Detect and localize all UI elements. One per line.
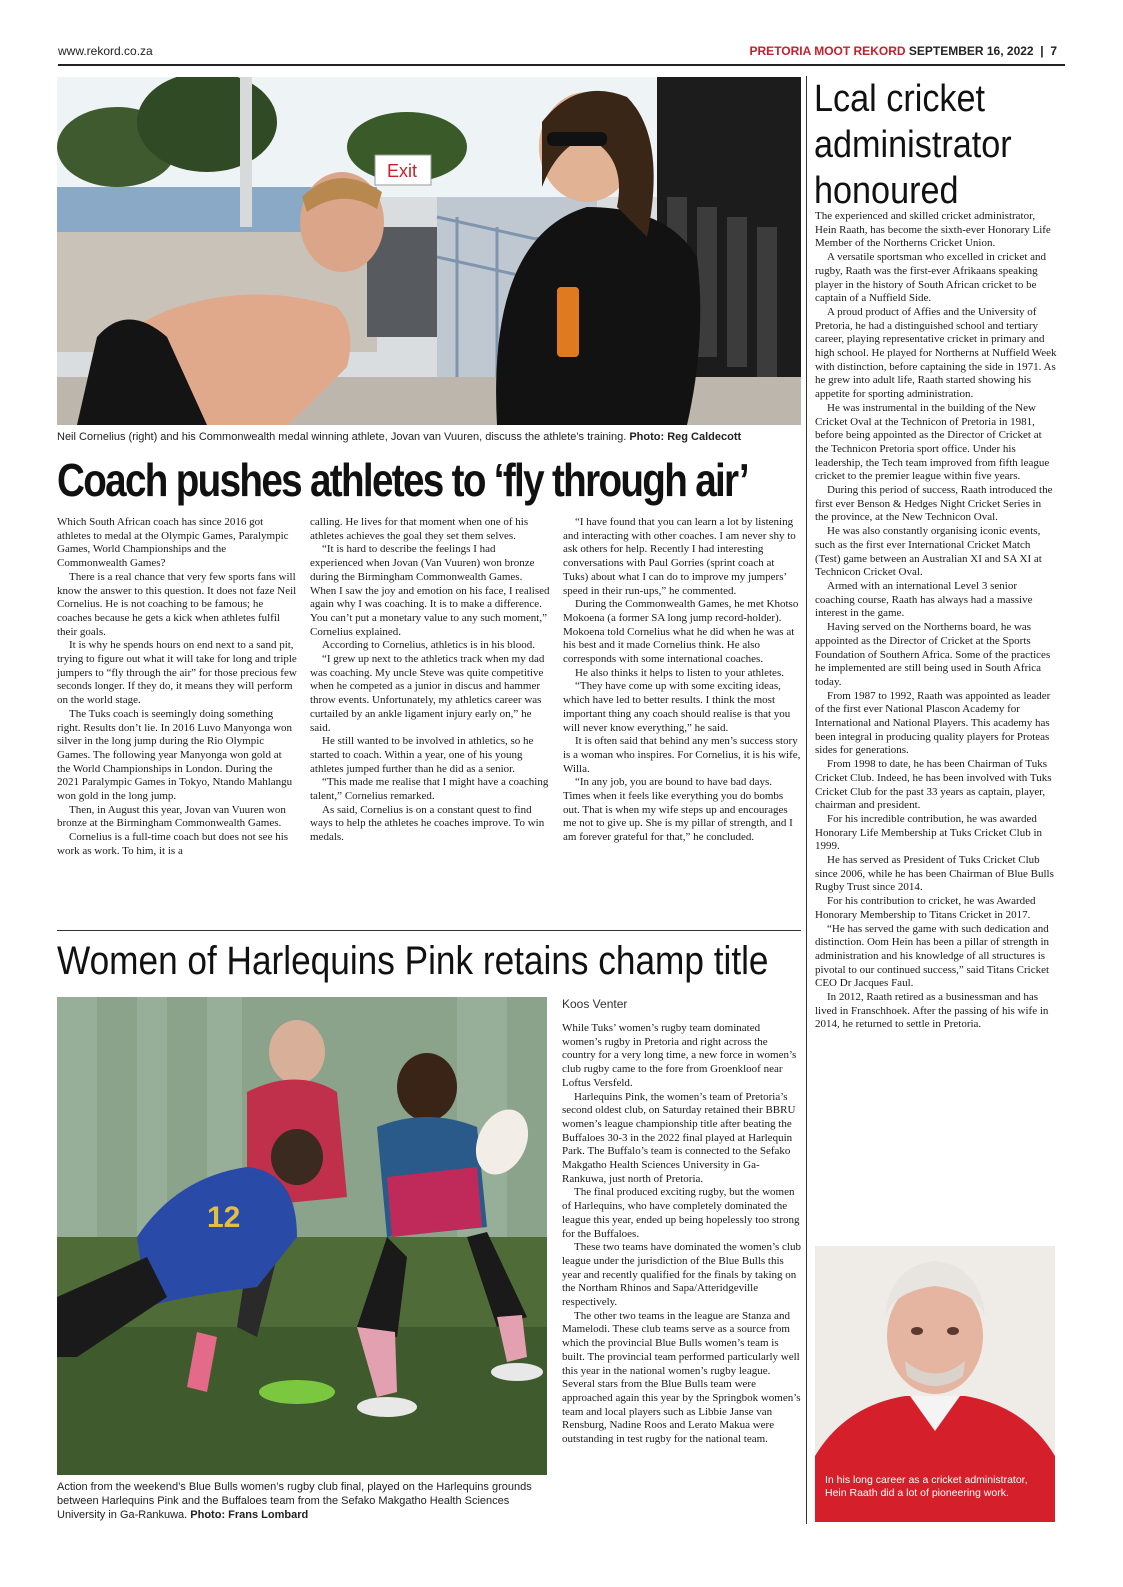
paragraph: Cornelius is a full-time coach but does not see his work as work. To him, it is a — [57, 831, 289, 857]
paragraph: “I have found that you can learn a lot by listening and interacting with other coaches. I am never shy to ask others for help. Recently I had interesting conversations with Paul Gorries (sprint coach at Tuks) about what I can do to improve my jumpers’ speed in their run-ups,” he commented. — [563, 516, 796, 597]
paragraph: He still wanted to be involved in athletics, so he started to coach. Within a year, one of his young athletes jumped further than he did as a senior. — [310, 735, 534, 775]
photo-credit: Photo: Frans Lombard — [190, 1509, 309, 1521]
rugby-byline: Koos Venter — [562, 997, 628, 1011]
paragraph: “This made me realise that I might have a coaching talent,” Cornelius remarked. — [310, 776, 549, 803]
coach-column-3 — [563, 516, 801, 845]
paragraph: It is why he spends hours on end next to a sand pit, trying to figure out what it will take for long and triple jumpers to “fly through the air” for those precious few seconds longer. If they do, it means they will perform on the world stage. — [57, 639, 297, 707]
column-divider — [806, 76, 807, 1524]
coach-photo — [57, 77, 801, 425]
header-separator: | — [1040, 44, 1044, 58]
jersey-number: 12 — [207, 1201, 241, 1234]
coach-headline: Coach pushes athletes to ‘fly through air’ — [57, 454, 748, 506]
paragraph: He was also constantly organising iconic events, such as the first ever International Cricket Match (Test) game between an Australian XI and SA XI at Technicon Cricket Oval. — [815, 525, 1042, 579]
paragraph: Having served on the Northerns board, he was appointed as the Director of Cricket at the Sports Foundation of Southern Africa. Some of the practices he implemented are still being used in South Africa today. — [815, 621, 1051, 688]
section-divider — [57, 930, 801, 931]
paragraph: He was instrumental in the building of the New Cricket Oval at the Technicon of Pretoria in 1981, before being appointed as the Director of Cricket at the Technicon Pretoria sport office. Under his leadership, the Tech team improved from fifth league cricket to the premier league within five years. — [815, 401, 1050, 483]
issue-date: SEPTEMBER 16, 2022 — [908, 44, 1034, 58]
coach-photo-caption — [57, 430, 801, 444]
rugby-photo-caption — [57, 1480, 547, 1522]
paragraph: During this period of success, Raath introduced the first ever Benson & Hedges Night Cricket Series in the province, at the New Technicon Oval. — [815, 484, 1053, 524]
paragraph: “They have come up with some exciting ideas, which have led to better results. I think the most important thing any coach should realise is that you will never know everything,” he said. — [563, 680, 791, 734]
paragraph: There is a real chance that very few sports fans will know the answer to this question. It does not faze Neil Cornelius. He is not coaching to be famous; he coaches because he gets a kick when athletes fulfil their goals. — [57, 570, 297, 638]
paragraph: Which South African coach has since 2016 got athletes to medal at the Olympic Games, Paralympic Games, World Championships and the Commonwealth Games? — [57, 516, 289, 570]
paragraph: He also thinks it helps to listen to your athletes. — [575, 666, 784, 679]
paragraph: The other two teams in the league are Stanza and Mamelodi. These club teams serve as a source from which the provincial Blue Bulls women’s team is built. The provincial team performed particularly well this year in the national women’s rugby league. Several stars from the Blue Bulls team were approached again this year by the Springbok women’s team and local players such as Libbie Janse van Rensburg, Nadine Roos and Lerato Makua were outstanding in test rugby for the national team. — [562, 1309, 801, 1446]
paragraph: In 2012, Raath retired as a businessman and has lived in Franschhoek. After the passing of his wife in 2014, he returned to settle in Pretoria. — [815, 991, 1049, 1031]
caption-text: Action from the weekend’s Blue Bulls women’s rugby club final, played on the Harlequins grounds between Harlequins Pink and the Buffaloes team from the Sefako Makgatho Health Sciences University in Ga-Rankuwa. — [57, 1481, 532, 1521]
site-url: www.rekord.co.za — [58, 44, 153, 58]
paragraph: These two teams have dominated the women’s club league under the jurisdiction of the Blue Bulls this year and recently qualified for the finals by taking on the Northam Rhinos and Sapa/Atteridgeville respectively. — [562, 1241, 801, 1309]
coach-column-1 — [57, 516, 297, 859]
paragraph: For his contribution to cricket, he was Awarded Honorary Membership to Titans Cricket in 2017. — [815, 895, 1036, 921]
paragraph: According to Cornelius, athletics is in his blood. — [322, 639, 535, 652]
paragraph: For his incredible contribution, he was awarded Honorary Life Membership at Tuks Cricket Club in 1999. — [815, 812, 1043, 853]
rugby-headline: Women of Harlequins Pink retains champ title — [57, 939, 769, 983]
rugby-photo — [57, 997, 547, 1475]
svg-text:Exit: Exit — [387, 161, 418, 181]
cricket-body — [815, 210, 1057, 1032]
publication-name: PRETORIA MOOT REKORD — [749, 44, 906, 58]
paragraph: A versatile sportsman who excelled in cricket and rugby, Raath was the first-ever Afrikaans speaking player in the history of South African cricket to be captain of a Nuffield Side. — [815, 251, 1047, 305]
paragraph: Harlequins Pink, the women’s team of Pretoria’s second oldest club, on Saturday retained their BBRU women’s league championship title after beating the Buffaloes 30-3 in the 2022 final played at Harlequin Park. The Buffalo’s team is connected to the Sefako Makgatho Health Sciences University in Ga-Rankuwa, just north of Pretoria. — [562, 1090, 796, 1185]
page-number: 7 — [1050, 44, 1057, 58]
rugby-body — [562, 1022, 802, 1447]
paragraph: calling. He lives for that moment when one of his athletes achieves the goal they set them selves. — [310, 516, 529, 542]
paragraph: As said, Cornelius is on a constant quest to find ways to help the athletes he coaches improve. To win medals. — [310, 803, 545, 844]
hein-photo-caption: In his long career as a cricket administrator, Hein Raath did a lot of pioneering work. — [825, 1474, 1028, 1499]
paragraph: “He has served the game with such dedication and distinction. Oom Hein has been a pillar of strength in administration and his knowledge of all structures is pivotal to our continued success,” said Titans Cricket CEO Dr Jacques Faul. — [815, 922, 1050, 990]
paragraph: Armed with an international Level 3 senior coaching course, Raath has always had a massive interest in the game. — [815, 579, 1033, 620]
paragraph: He has served as President of Tuks Cricket Club since 2006, while he has been Chairman of Blue Bulls Rugby Trust since 2014. — [815, 854, 1054, 894]
paragraph: “It is hard to describe the feelings I had experienced when Jovan (Van Vuuren) won bronze during the Birmingham Commonwealth Games. When I saw the joy and emotion on his face, I realised again why I was coaching. It is to make a difference. You can’t put a monetary value to any such moment,” Cornelius explained. — [310, 543, 550, 638]
paragraph: From 1987 to 1992, Raath was appointed as leader of the first ever National Plascon Academy for International and National Players. This academy has been integral in producing quality players for Proteas sides for generations. — [815, 689, 1051, 757]
paragraph: A proud product of Affies and the University of Pretoria, he had a distinguished school and tertiary career, playing representative cricket in primary and high school. He played for Northerns at Nuffield Week with distinction, before captaining the side in 1971. As he grew into adult life, Raath started showing his appetite for sporting administration. — [815, 305, 1057, 401]
paragraph: “In any job, you are bound to have bad days. Times when it feels like everything you do bombs out. That is when my wife steps up and encourages me not to give up. She is my pillar of strength, and I am forever grateful for that,” he concluded. — [563, 776, 793, 844]
caption-text: Neil Cornelius (right) and his Commonwealth medal winning athlete, Jovan van Vuuren, discuss the athlete’s training. — [57, 431, 627, 443]
paragraph: “I grew up next to the athletics track when my dad was coaching. My uncle Steve was quite competitive when he competed as a junior in discus and hammer throw events. Unfortunately, my athletics career was curtailed by an ankle ligament injury early on,” he said. — [310, 653, 545, 734]
paragraph: Then, in August this year, Jovan van Vuuren won bronze at the Birmingham Commonwealth Games. — [57, 803, 286, 830]
header-rule — [58, 64, 1065, 66]
paragraph: During the Commonwealth Games, he met Khotso Mokoena (a former SA long jump record-holder). Mokoena told Cornelius what he did when he was at his best and it made Cornelius think. He also corresponds with some international coaches. — [563, 598, 799, 666]
cricket-headline: Lcal cricket administrator honoured — [814, 78, 1012, 212]
coach-column-2 — [310, 516, 550, 845]
paragraph: The final produced exciting rugby, but the women of Harlequins, who have completely dominated the league this year, ended up being hopelessly too strong for the Buffaloes. — [562, 1186, 800, 1240]
photo-credit: Photo: Reg Caldecott — [629, 431, 742, 443]
paragraph: The experienced and skilled cricket administrator, Hein Raath, has become the sixth-ever Honorary Life Member of the Northerns Cricket Union. — [815, 210, 1051, 250]
exit-sign — [375, 155, 431, 185]
paragraph: While Tuks’ women’s rugby team dominated women’s rugby in Pretoria and right across the country for a very long time, a new force in women’s club rugby came to the fore from Groenkloof near Loftus Versfeld. — [562, 1022, 797, 1089]
paragraph: The Tuks coach is seemingly doing something right. Results don’t lie. In 2016 Luvo Manyonga won silver in the long jump during the Rio Olympic Games. The following year Manyonga won gold at the World Championships in London. During the 2021 Paralympic Games in Tokyo, Ntando Mahlangu won gold in the long jump. — [57, 707, 293, 803]
masthead — [750, 44, 1057, 58]
paragraph: It is often said that behind any men’s success story is a woman who inspires. For Cornelius, it is his wife, Willa. — [563, 735, 801, 775]
paragraph: From 1998 to date, he has been Chairman of Tuks Cricket Club. Indeed, he has been involved with Tuks Cricket Club for the past 33 years as captain, player, chairman and president. — [815, 758, 1052, 812]
